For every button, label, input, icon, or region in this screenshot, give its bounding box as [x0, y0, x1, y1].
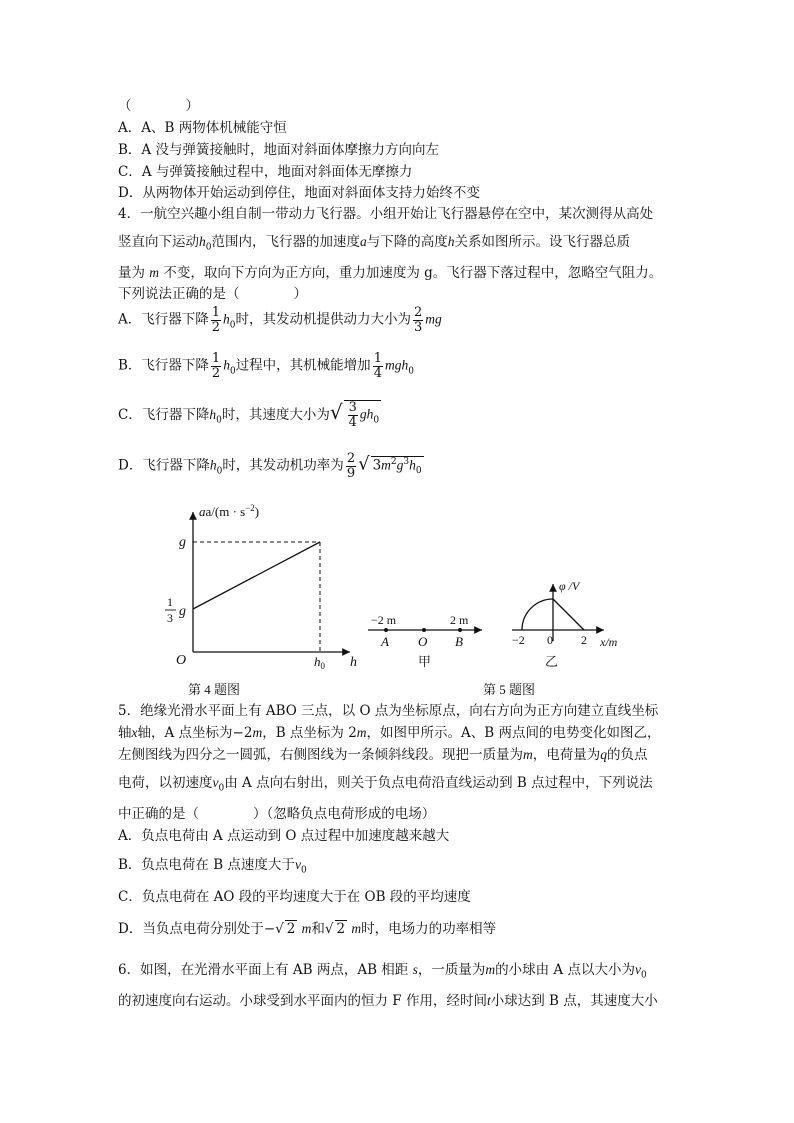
- q5-option-b: B．负点电荷在 B 点速度大于$v_0$: [118, 857, 307, 876]
- q6-stem-line-2: 的初速度向右运动。小球受到水平面内的恒力 F 作用，经时间t小球达到 B 点，其速度大小: [118, 993, 658, 1009]
- q3-answer-paren: （ ）: [118, 98, 199, 114]
- q4-option-c: C．飞行器下降$h_0$时，其速度大小为√ $\frac{3}{4}$ $gh_0$: [118, 400, 380, 430]
- q3-option-d: D．从两物体开始运动到停住，地面对斜面体支持力始终不变: [118, 185, 480, 201]
- q4-stem-line-4: 下列说法正确的是（ ）: [118, 286, 307, 302]
- fig5-yi-tick-0: 0: [547, 633, 553, 647]
- fig5-yi-x-label: x/m: [600, 635, 618, 649]
- fig5-yi-tick-2: 2: [581, 633, 587, 647]
- fig4-x-label: h: [350, 655, 357, 670]
- fig4-tick-g: g: [179, 535, 186, 550]
- fig5-caption: 第 5 题图: [483, 682, 536, 697]
- fig4-tick-frac-den: 3: [167, 611, 173, 625]
- fig5-jia: [368, 613, 482, 669]
- q4-stem-line-3: 量为 m 不变，取向下方向为正方向，重力加速度为 g。飞行器下落过程中，忽略空气阻力。: [118, 265, 663, 281]
- q4-stem-line-1: 4．一航空兴趣小组自制一带动力飞行器。小组开始让飞行器悬停在空中，某次测得从高处: [118, 206, 654, 222]
- q4-option-b: B．飞行器下降 $\frac{1}{2}$ $h_0$过程中，其机械能增加 $\frac{1}{4}$ mgh$_0$: [118, 351, 414, 381]
- q5-stem-line-3: 左侧图线为四分之一圆弧，右侧图线为一条倾斜线段。现把一质量为m，电荷量为q的负点: [118, 747, 648, 763]
- q6-stem-line-1: 6．如图，在光滑水平面上有 AB 两点，AB 相距 s，一质量为m的小球由 A 点以大小为$v_0$: [118, 962, 647, 981]
- fig5-jia-point-a: A: [381, 634, 389, 649]
- q5-option-d: D．当负点电荷分别处于−√ 2 m和√ 2 m时，电场力的功率相等: [118, 921, 497, 937]
- fig5-jia-point-o: O: [418, 634, 428, 649]
- fig4-a-h-line: [193, 542, 320, 609]
- q3-option-a: A．A、B 两物体机械能守恒: [118, 120, 287, 136]
- fig5-jia-tick-neg2: −2 m: [371, 613, 397, 627]
- fig4-origin: O: [176, 653, 187, 668]
- q5-stem-line-1: 5．绝缘光滑水平面上有 ABO 三点，以 O 点为坐标原点，向右方向为正方向建立直线坐标: [118, 703, 659, 719]
- fig4-tick-h0: $h_0$: [314, 654, 325, 671]
- fig4-caption: 第 4 题图: [188, 682, 241, 697]
- q5-option-c: C．负点电荷在 AO 段的平均速度大于在 OB 段的平均速度: [118, 889, 471, 905]
- fig5-yi: [512, 579, 618, 669]
- fig5-yi-label: 乙: [545, 654, 559, 669]
- q5-option-a: A．负点电荷由 A 点运动到 O 点过程中加速度越来越大: [118, 828, 450, 844]
- figures-q4-q5: [0, 495, 794, 705]
- fig5-jia-label: 甲: [418, 654, 432, 669]
- fig5-jia-point-b: B: [455, 634, 463, 649]
- q4-option-d: D．飞行器下降$h_0$时，其发动机功率为 $\frac{2}{9}$ √ $3m^2g^3h_0$: [118, 451, 422, 481]
- q3-option-c: C．A 与弹簧接触过程中，地面对斜面体无摩擦力: [118, 164, 413, 180]
- fig4-y-label: $aa/(m \cdot s^{-2})$: [199, 503, 260, 519]
- q3-option-b: B．A 没与弹簧接触时，地面对斜面体摩擦力方向向左: [118, 142, 439, 158]
- q4-option-a: A．飞行器下降 $\frac{1}{2}$ $h_0$时，其发动机提供动力大小为 $\frac{2}{3}$ mg: [118, 305, 442, 335]
- q5-stem-line-5: 中正确的是（ ）（忽略负点电荷形成的电场）: [118, 806, 436, 822]
- fig5-yi-segment: [553, 599, 584, 630]
- q5-stem-line-4: 电荷，以初速度$v_0$由 A 点向右射出，则关于负点电荷沿直线运动到 B 点过程中，下列说法: [118, 775, 653, 794]
- fig5-jia-tick-2: 2 m: [450, 613, 469, 627]
- q4-stem-line-2: 竖直向下运动$h_0$范围内，飞行器的加速度a与下降的高度h关系如图所示。设飞行器总质: [118, 234, 630, 253]
- fig4-tick-frac-num: 1: [167, 595, 173, 609]
- fig5-yi-tick-neg2: −2: [512, 633, 525, 647]
- fig5-yi-y-label: φ /V: [559, 579, 580, 593]
- fig4-tick-third-g: g: [179, 604, 186, 619]
- fig5-yi-arc: [522, 599, 553, 630]
- fig4-graph: [165, 503, 357, 671]
- q5-stem-line-2: 轴x轴，A 点坐标为−2m，B 点坐标为 2m，如图甲所示。A、B 两点间的电势变化如图乙，: [118, 725, 661, 741]
